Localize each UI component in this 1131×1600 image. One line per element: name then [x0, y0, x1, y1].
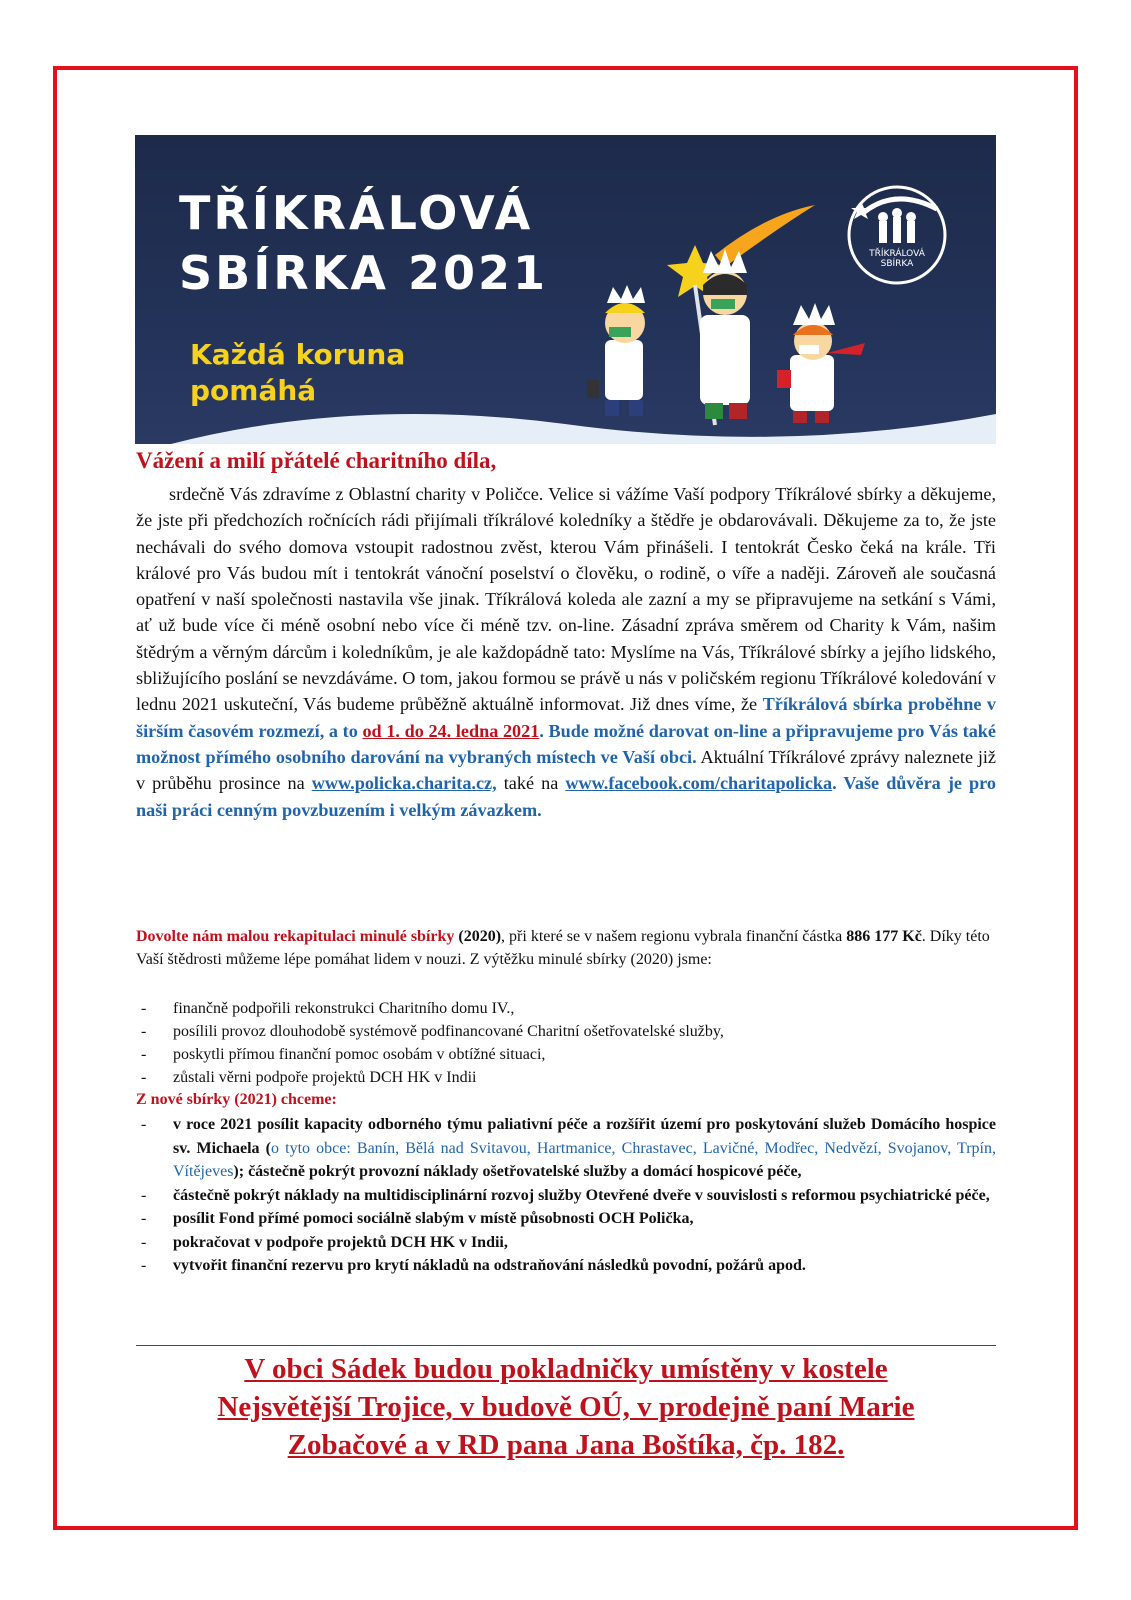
list-item: - finančně podpořili rekonstrukci Charitního domu IV.,: [136, 997, 996, 1020]
hospice-text: v roce 2021 posílit kapacity odborného týmu paliativní péče a rozšířit území pro poskytování služeb Domácího hospice sv. Michaela (: [173, 1116, 996, 1157]
banner-image: [135, 135, 996, 444]
new-collection-list: [136, 1113, 996, 1278]
recap-amount: 886 177 Kč: [846, 928, 922, 945]
collection-period-text: Tříkrálová sbírka proběhne v širším časovém rozmezí, a to: [136, 694, 997, 741]
list-item: - posílit Fond přímé pomoci sociálně slabým v místě působnosti OCH Polička,: [136, 1207, 996, 1231]
logo-text-line1: TŘÍKRÁLOVÁ: [869, 249, 925, 259]
letter-body: [136, 481, 996, 823]
banner-subtitle-line2: pomáhá: [190, 374, 317, 407]
recap-paragraph: [136, 926, 996, 971]
list-item: - poskytli přímou finanční pomoc osobám v obtížné situaci,: [136, 1043, 996, 1066]
collection-dates: od 1. do 24. ledna 2021: [362, 720, 540, 741]
list-item: - posílili provoz dlouhodobě systémově podfinancované Charitní ošetřovatelské služby,: [136, 1020, 996, 1043]
recap-text2: . Díky této Vaší štědrosti můžeme lépe pomáhat lidem v nouzi. Z výtěžku minulé sbírky (2020) jsme:: [136, 928, 990, 968]
list-item: - vytvořit finanční rezervu pro krytí nákladů na odstraňování následků povodní, požárů apod.: [136, 1254, 996, 1278]
banner-title-line2: SBÍRKA 2021: [179, 246, 549, 300]
banner-title: [179, 183, 548, 303]
charity-website-link[interactable]: www.policka.charita.cz,: [311, 773, 497, 794]
hospice-towns: o tyto obce: Banín, Bělá nad Svitavou, Hartmanice, Chrastavec, Lavičné, Modřec, Nedvězí, Svojanov, Trpín, Vítějeves: [173, 1139, 997, 1180]
divider: [136, 1345, 996, 1346]
final-line2: Nejsvětější Trojice, v budově OÚ, v prodejně paní Marie: [217, 1391, 915, 1423]
facebook-link[interactable]: www.facebook.com/charitapolicka: [565, 773, 833, 794]
collection-box-locations: [136, 1350, 996, 1464]
final-line3: Zobačové a v RD pana Jana Boštíka, čp. 182.: [287, 1429, 845, 1461]
greeting-heading: Vážení a milí přátelé charitního díla,: [136, 448, 497, 473]
new-collection-heading: Z nové sbírky (2021) chceme:: [136, 1091, 337, 1108]
hospice-text-end: ); částečně pokrýt provozní náklady ošetřovatelské služby a domácí hospicové péče,: [233, 1163, 802, 1180]
recap-year: (2020): [454, 928, 502, 945]
recap-lead: Dovolte nám malou rekapitulaci minulé sbírky: [136, 928, 455, 945]
list-item: - zůstali věrni podpoře projektů DCH HK v Indii: [136, 1066, 996, 1089]
also-text: také na: [496, 773, 566, 794]
list-item: - částečně pokrýt náklady na multidisciplinární rozvoj služby Otevřené dveře v souvislosti s reformou psychiatrické péče,: [136, 1184, 996, 1208]
banner-title-line1: TŘÍKRÁLOVÁ: [179, 186, 534, 240]
king-k-figure: [587, 285, 645, 416]
list-item: [136, 1113, 996, 1184]
trust-text: . Vaše důvěra je pro naši práci cenným povzbuzením i velkým závazkem.: [136, 773, 996, 820]
logo-text: [845, 249, 949, 269]
recap-list: [136, 997, 996, 1089]
final-line1: V obci Sádek budou pokladničky umístěny v kostele: [244, 1353, 888, 1385]
king-b-figure: [777, 303, 865, 423]
three-kings-illustration: [565, 175, 885, 444]
list-item: - pokračovat v podpoře projektů DCH HK v Indii,: [136, 1231, 996, 1255]
logo-text-line2: SBÍRKA: [880, 259, 914, 269]
recap-text1: , při které se v našem regionu vybrala finanční částka: [501, 928, 847, 945]
banner-subtitle-line1: Každá koruna: [190, 338, 406, 371]
trikralova-sbirka-logo: [845, 183, 949, 287]
news-info-text: Aktuální Tříkrálové zprávy naleznete již v průběhu prosince na: [136, 746, 996, 794]
letter-paragraph: srdečně Vás zdravíme z Oblastní charity v Poličce. Velice si vážíme Vaší podpory Tříkrálové sbírky a děkujeme, že jste při předchozích ročnících rádi přijímali tříkrálové koledníky a štědře je obdarovávali. Děkujeme za to, že jste nechávali do svého domova vstoupit radostnou zvěst, kterou Vám přinášeli. I tentokrát Česko čeká na krále. Tři králové pro Vás budou mít i tentokrát vánoční poselství o člověku, o rodině, o víře a naději. Zároveň ale současná opatření v naší společnosti nastavila vše jinak. Tříkrálová koleda ale zazní a my se připravujeme na setkání s Vámi, ať už bude více či méně osobní nebo více či méně tzv. on-line. Zásadní zpráva směrem od Charity k Vám, našim štědrým a věrným dárcům i koledníkům, je ale každopádně tato: Myslíme na Vás, Tříkrálové sbírky a jejího lidského, sbližujícího poslání se nevzdáváme. O tom, jakou formou se právě u nás v poličském regionu Tříkrálové koledování v lednu 2021 uskuteční, Vás budeme průběžně aktuálně informovat. Již dnes víme, že: [136, 484, 996, 715]
donation-info-text: . Bude možné darovat on-line a připravujeme pro Vás také možnost přímého osobního darování na vybraných místech ve Vaší obci.: [136, 720, 996, 767]
